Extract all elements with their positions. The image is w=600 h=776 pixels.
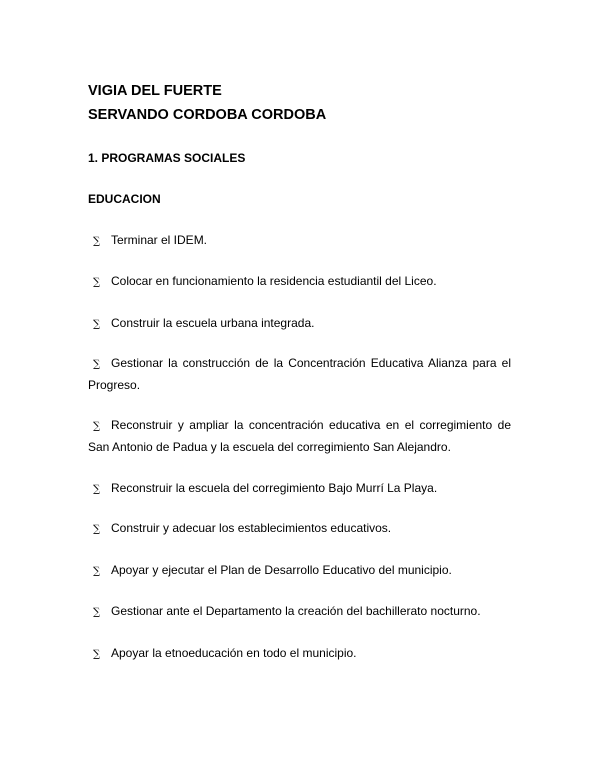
section-heading: 1. PROGRAMAS SOCIALES bbox=[88, 151, 246, 165]
list-item bbox=[88, 415, 511, 458]
subsection-heading: EDUCACION bbox=[88, 192, 161, 206]
bullet-sum-icon: ∑ bbox=[93, 607, 101, 618]
bullet-sum-icon: ∑ bbox=[93, 319, 101, 330]
list-item-text: Gestionar ante el Departamento la creación del bachillerato nocturno. bbox=[111, 604, 481, 618]
list-item bbox=[88, 271, 511, 293]
bullet-sum-icon: ∑ bbox=[93, 236, 101, 247]
list-item bbox=[88, 601, 511, 623]
list-item bbox=[88, 643, 511, 665]
list-item bbox=[88, 353, 511, 396]
document-title-candidate: SERVANDO CORDOBA CORDOBA bbox=[88, 107, 327, 123]
list-item-text: Colocar en funcionamiento la residencia estudiantil del Liceo. bbox=[111, 274, 437, 288]
list-item-text: Construir la escuela urbana integrada. bbox=[111, 316, 315, 330]
list-item bbox=[88, 230, 511, 252]
bullet-sum-icon: ∑ bbox=[93, 566, 101, 577]
list-item-text: Apoyar y ejecutar el Plan de Desarrollo Educativo del municipio. bbox=[111, 563, 452, 577]
document-title-municipality: VIGIA DEL FUERTE bbox=[88, 83, 222, 99]
list-item bbox=[88, 518, 511, 540]
bullet-sum-icon: ∑ bbox=[93, 277, 101, 288]
bullet-sum-icon: ∑ bbox=[93, 524, 101, 535]
list-item-text: Reconstruir y ampliar la concentración educativa en el corregimiento de San Antonio de Padua y la escuela del corregimiento San Alejandro. bbox=[88, 418, 511, 454]
bullet-sum-icon: ∑ bbox=[93, 649, 101, 660]
bullet-sum-icon: ∑ bbox=[93, 421, 101, 432]
list-item bbox=[88, 313, 511, 335]
list-item-text: Construir y adecuar los establecimientos educativos. bbox=[111, 521, 392, 535]
bullet-sum-icon: ∑ bbox=[93, 359, 101, 370]
list-item-text: Apoyar la etnoeducación en todo el municipio. bbox=[111, 646, 357, 660]
list-item-text: Reconstruir la escuela del corregimiento Bajo Murrí La Playa. bbox=[111, 481, 438, 495]
list-item bbox=[88, 560, 511, 582]
list-item bbox=[88, 478, 511, 500]
bullet-sum-icon: ∑ bbox=[93, 484, 101, 495]
list-item-text: Gestionar la construcción de la Concentración Educativa Alianza para el Progreso. bbox=[88, 356, 511, 392]
list-item-text: Terminar el IDEM. bbox=[111, 233, 208, 247]
